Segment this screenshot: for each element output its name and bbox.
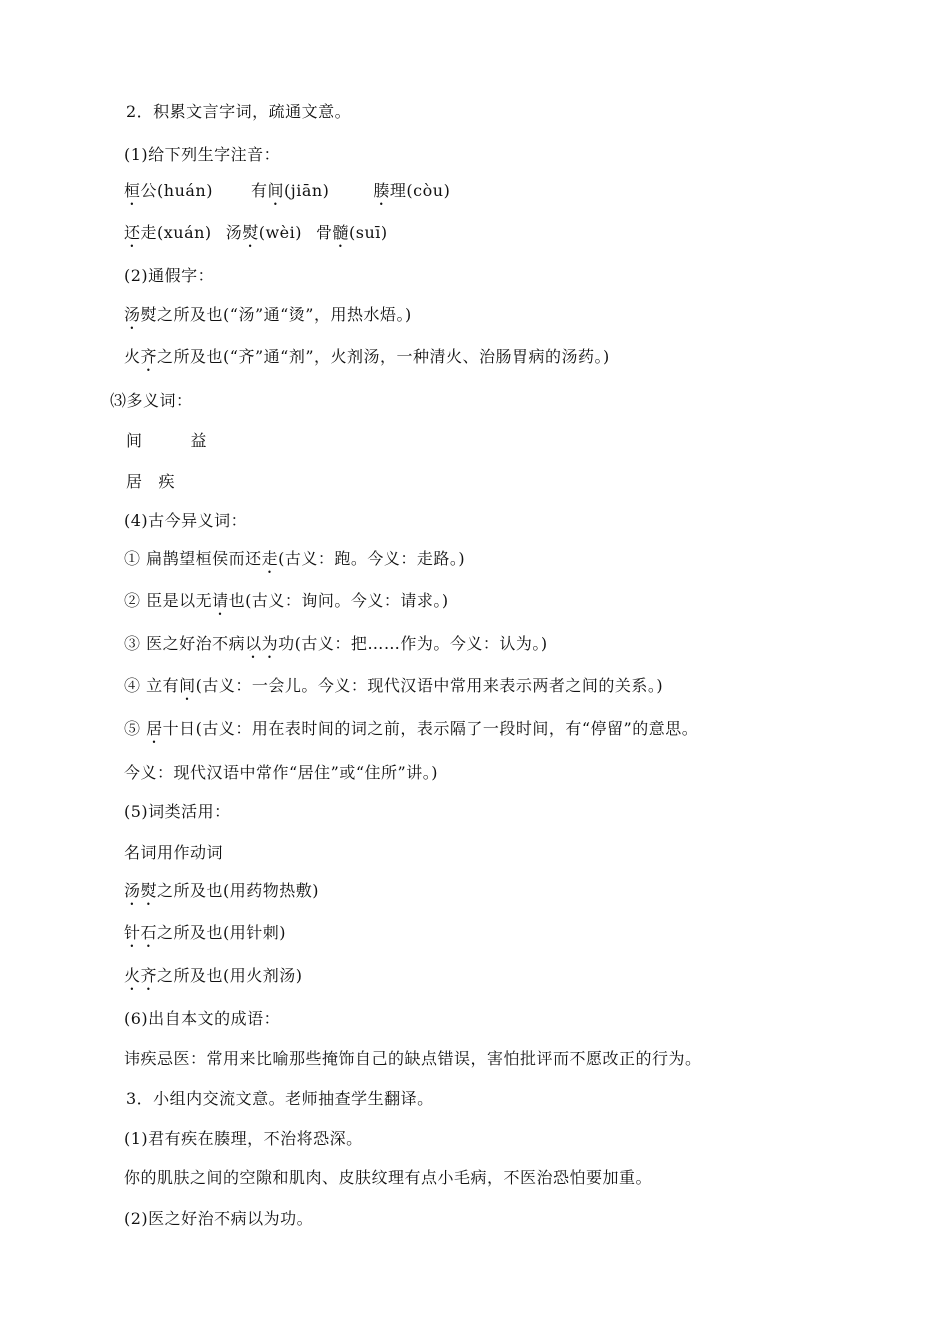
gujin-line-4: ④ 立有间(古义：一会儿。今义：现代汉语中常用来表示两者之间的关系。) bbox=[124, 676, 664, 695]
tongjia-line-2: 火齐之所及也(“齐”通“剂”，火剂汤，一种清火、治肠胃病的汤药。) bbox=[124, 347, 610, 366]
subsection-pronunciation-heading: (1)给下列生字注音： bbox=[124, 145, 281, 164]
subsection-tongjia-heading: (2)通假字： bbox=[124, 266, 215, 285]
cilei-line-2: 针石之所及也(用针刺) bbox=[124, 923, 287, 942]
subsection-cilei-heading: (5)词类活用： bbox=[124, 802, 231, 821]
cilei-line-1: 汤熨之所及也(用药物热敷) bbox=[124, 881, 320, 900]
section-2-heading: 2．积累文言字词，疏通文意。 bbox=[126, 102, 352, 121]
gujin-line-5-continued: 今义：现代汉语中常作“居住”或“住所”讲。) bbox=[124, 763, 438, 782]
cilei-label: 名词用作动词 bbox=[124, 843, 224, 862]
duoyi-line-2: 居 疾 bbox=[126, 472, 176, 491]
cilei-line-3: 火齐之所及也(用火剂汤) bbox=[124, 966, 303, 985]
duoyi-line-1: 间 益 bbox=[126, 431, 208, 450]
gujin-line-1: ① 扁鹊望桓侯而还走(古义：跑。今义：走路。) bbox=[124, 549, 466, 568]
translation-sentence-1: (1)君有疾在腠理，不治将恐深。 bbox=[124, 1129, 363, 1148]
gujin-line-2: ② 臣是以无请也(古义：询问。今义：请求。) bbox=[124, 591, 449, 610]
section-3-heading: 3．小组内交流文意。老师抽查学生翻译。 bbox=[126, 1089, 434, 1108]
subsection-chengyu-heading: (6)出自本文的成语： bbox=[124, 1009, 281, 1028]
pronunciation-line-2: 还走(xuán) 汤熨(wèi) 骨髓(suī) bbox=[124, 223, 388, 242]
subsection-duoyi-heading: ⑶多义词： bbox=[110, 391, 193, 410]
gujin-line-3: ③ 医之好治不病以为功(古义：把……作为。今义：认为。) bbox=[124, 634, 548, 653]
gujin-line-5: ⑤ 居十日(古义：用在表时间的词之前，表示隔了一段时间，有“停留”的意思。 bbox=[124, 719, 699, 738]
tongjia-line-1: 汤熨之所及也(“汤”通“烫”，用热水焐。) bbox=[124, 305, 412, 324]
chengyu-line: 讳疾忌医：常用来比喻那些掩饰自己的缺点错误，害怕批评而不愿改正的行为。 bbox=[124, 1049, 702, 1068]
pronunciation-line-1: 桓公(huán) 有间(jiān) 腠理(còu) bbox=[124, 181, 451, 200]
subsection-gujin-heading: (4)古今异义词： bbox=[124, 511, 248, 530]
translation-answer-1: 你的肌肤之间的空隙和肌肉、皮肤纹理有点小毛病，不医治恐怕要加重。 bbox=[124, 1168, 653, 1187]
translation-sentence-2: (2)医之好治不病以为功。 bbox=[124, 1209, 314, 1228]
